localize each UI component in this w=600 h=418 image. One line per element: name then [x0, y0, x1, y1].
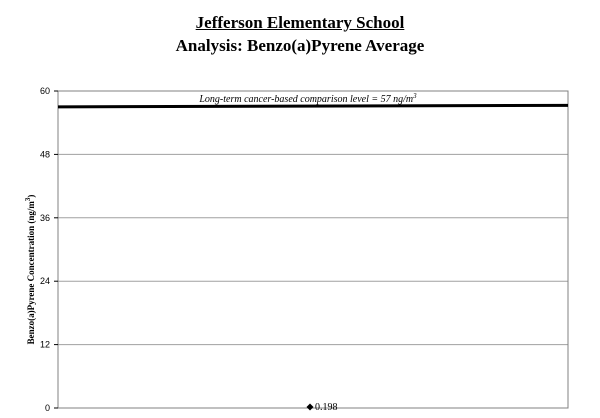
gridlines [58, 154, 568, 344]
reference-line-label [198, 92, 417, 105]
reference-line-group [58, 92, 568, 107]
chart-subtitle: Analysis: Benzo(a)Pyrene Average [175, 36, 425, 55]
reference-line [58, 105, 568, 107]
y-axis-label [24, 195, 36, 345]
y-axis-label-close: ) [26, 194, 36, 198]
y-axis-label-superscript: 3 [24, 197, 32, 202]
y-tick-label-12: 12 [39, 339, 50, 350]
data-point-0 [307, 403, 314, 410]
y-tick-label-0: 0 [44, 403, 50, 413]
reference-line-label-superscript: 3 [413, 91, 417, 100]
data-points [307, 402, 338, 413]
y-tick-label-24: 24 [39, 276, 50, 287]
y-axis-ticks [40, 86, 58, 413]
chart-title: Jefferson Elementary School [195, 13, 405, 32]
y-tick-label-48: 48 [39, 149, 50, 160]
y-tick-label-36: 36 [39, 212, 50, 223]
data-label-0: 0.198 [315, 401, 338, 413]
y-tick-label-60: 60 [39, 86, 50, 96]
y-axis-label-text: Benzo(a)Pyrene Concentration (ng/m [26, 201, 36, 345]
reference-line-label-text: Long-term cancer-based comparison level = 57 ng/m [199, 93, 414, 105]
plot-area-border [58, 91, 568, 408]
